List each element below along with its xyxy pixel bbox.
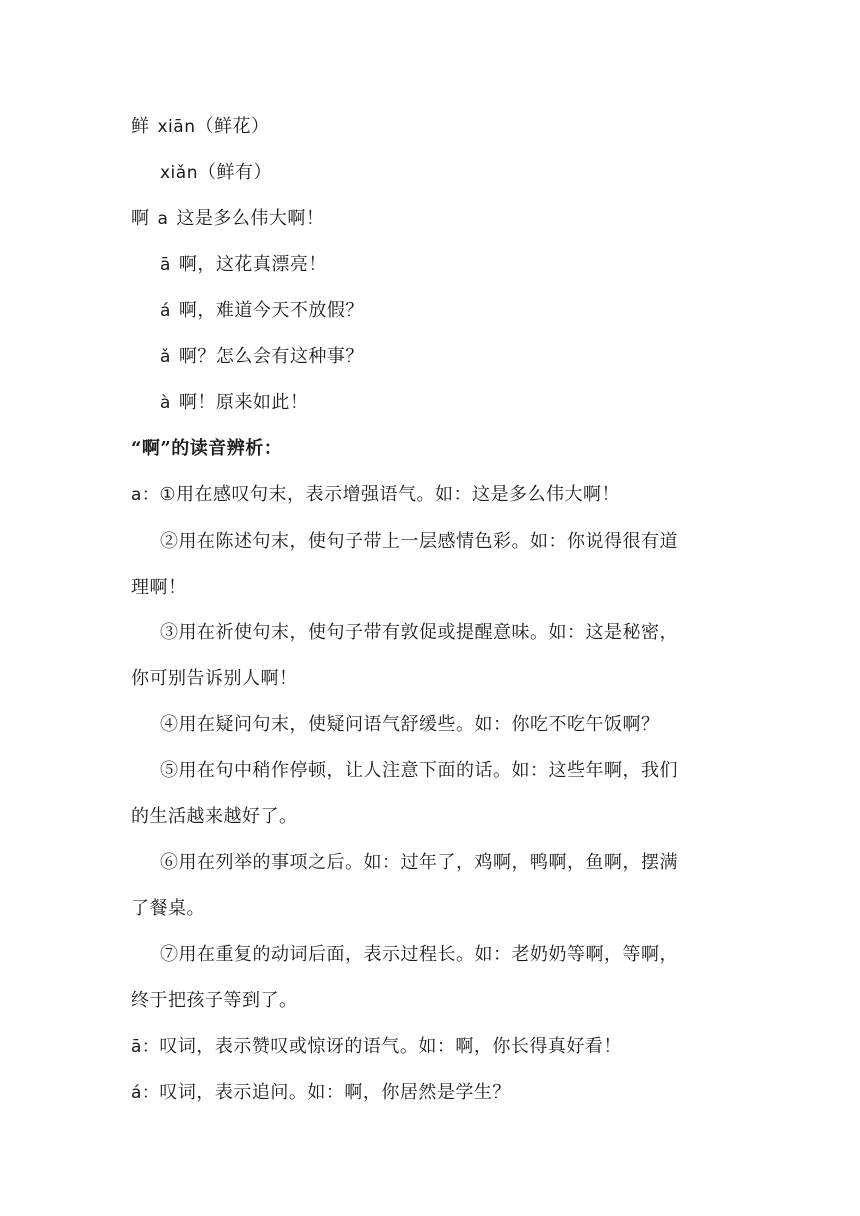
usage-2-line-1: ②用在陈述句末，使句子带上一层感情色彩。如：你说得很有道 [160,531,678,552]
xian-pinyin-2: xiǎn [160,163,198,183]
xian-char: 鲜 [131,116,150,137]
a-reading-3 [160,299,760,323]
analysis-heading: “啊”的读音辨析： [131,438,283,459]
xian-reading-2 [160,161,760,185]
xian-example-2: （鲜有） [197,162,272,183]
a-example-5: 啊！原来如此！ [178,392,309,413]
xian-example-1: （鲜花） [195,116,270,137]
a-label: a： [131,485,160,505]
a-reading-5 [160,391,760,415]
a-char: 啊 [131,208,150,229]
tone1-definition [131,1035,731,1059]
a-reading-4 [160,345,760,369]
a-example-3: 啊，难道今天不放假？ [178,300,364,321]
usage-7-line-1: ⑦用在重复的动词后面，表示过程长。如：老奶奶等啊，等啊， [160,944,678,965]
usage-2-line-2: 理啊！ [131,577,187,598]
usage-3-line-2: 你可别告诉别人啊！ [131,668,298,689]
a-reading-1 [131,207,731,231]
a-pinyin-4: ǎ [160,347,171,367]
usage-1 [131,483,731,507]
a-reading-2 [160,253,760,277]
usage-6-line-1: ⑥用在列举的事项之后。如：过年了，鸡啊，鸭啊，鱼啊，摆满 [160,852,678,873]
usage-5-line-2: 的生活越来越好了。 [131,806,298,827]
tone1-label: ā： [131,1037,160,1057]
a-example-2: 啊，这花真漂亮！ [178,254,327,275]
tone2-text: 叹词，表示追问。如：啊，你居然是学生？ [159,1082,511,1103]
a-pinyin-2: ā [160,255,171,275]
tone2-definition [131,1081,731,1105]
usage-7-line-2: 终于把孩子等到了。 [131,990,298,1011]
a-pinyin-5: à [160,393,171,413]
usage-1-line-1: ①用在感叹句末，表示增强语气。如：这是多么伟大啊！ [159,484,621,505]
usage-5-line-1: ⑤用在句中稍作停顿，让人注意下面的话。如：这些年啊，我们 [160,760,678,781]
usage-6-line-2: 了餐桌。 [131,898,205,919]
tone2-label: á： [131,1083,160,1103]
a-pinyin-3: á [160,301,171,321]
a-example-1: 这是多么伟大啊！ [176,208,325,229]
usage-4-line-1: ④用在疑问句末，使疑问语气舒缓些。如：你吃不吃午饭啊？ [160,714,660,735]
tone1-text: 叹词，表示赞叹或惊讶的语气。如：啊，你长得真好看！ [159,1036,622,1057]
a-pinyin-1: a [157,209,169,229]
a-example-4: 啊？怎么会有这种事？ [178,346,364,367]
xian-reading-1 [131,115,731,139]
xian-pinyin-1: xiān [157,117,196,137]
usage-3-line-1: ③用在祈使句末，使句子带有敦促或提醒意味。如：这是秘密， [160,622,678,643]
